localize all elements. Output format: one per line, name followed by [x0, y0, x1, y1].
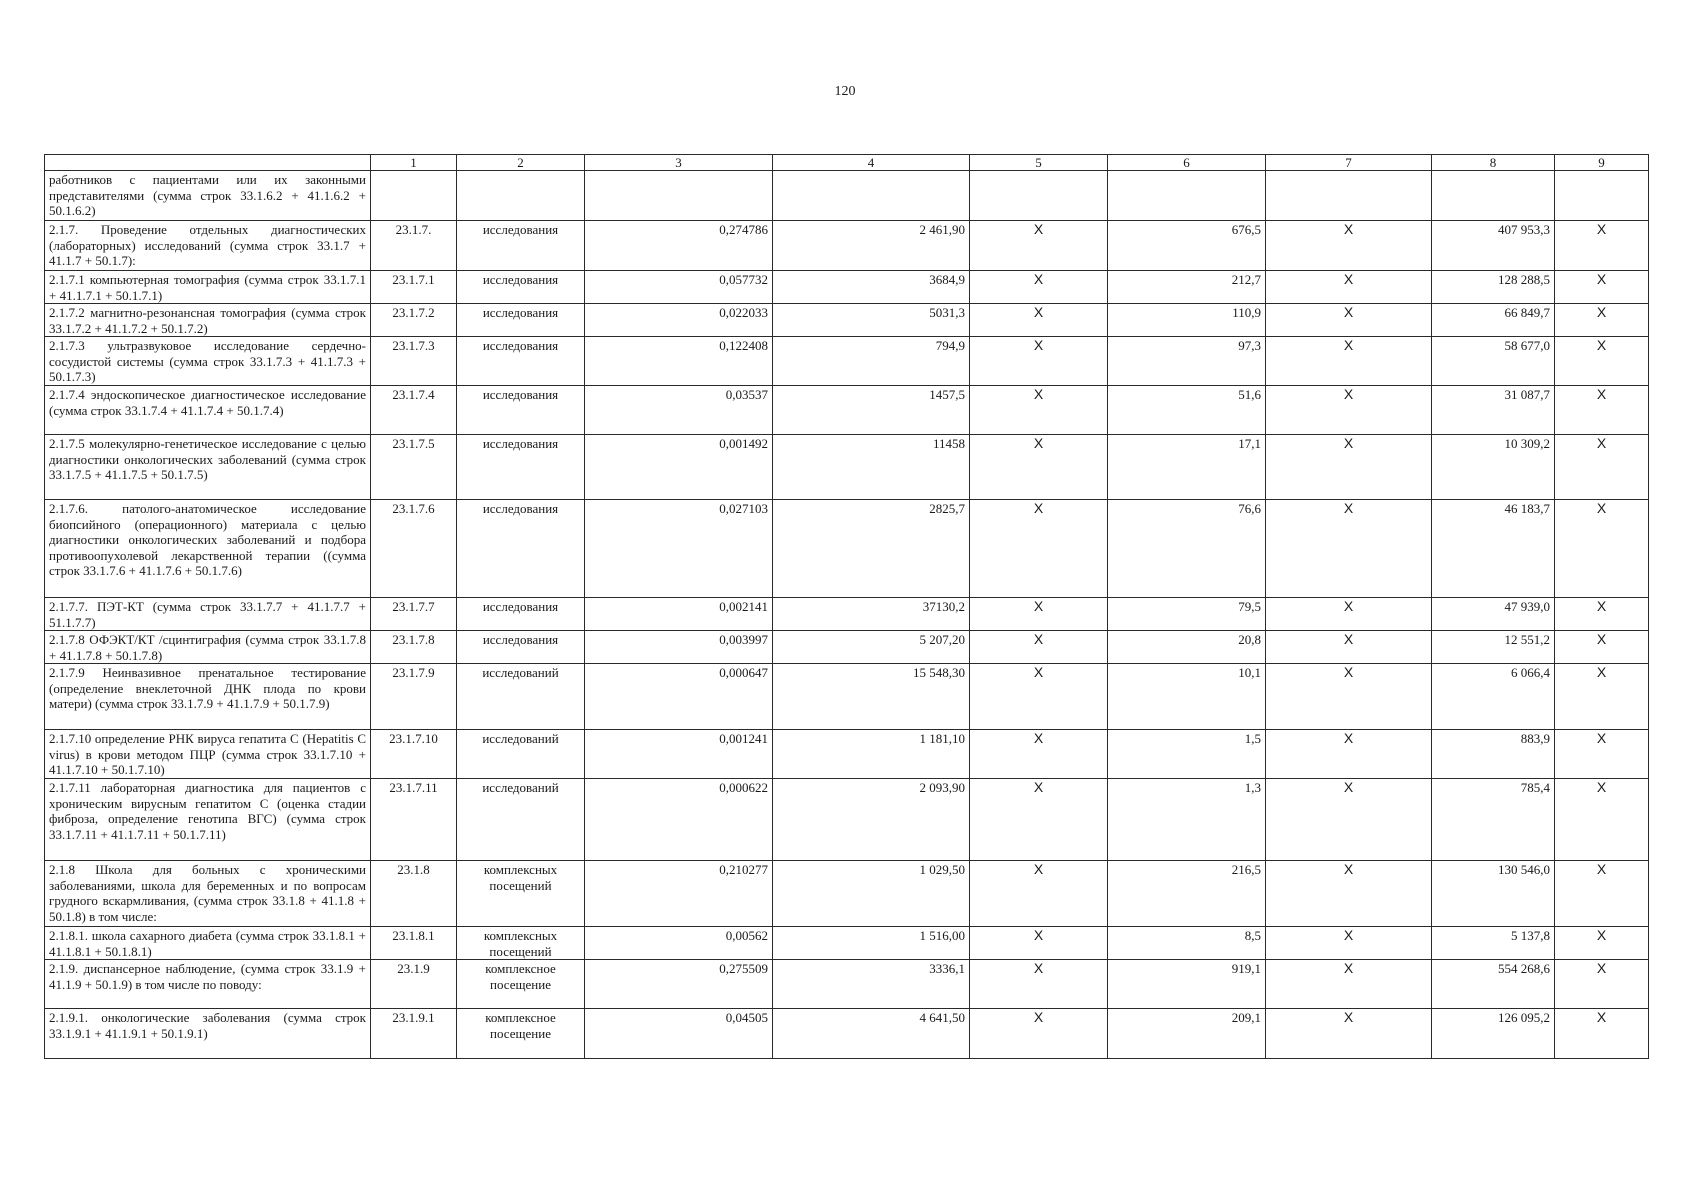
- row-col3-cell: 0,122408: [585, 337, 773, 386]
- row-col4-cell: 1 181,10: [773, 730, 970, 779]
- row-col7-cell: X: [1266, 960, 1432, 1009]
- row-col8-cell: 785,4: [1432, 779, 1555, 861]
- row-col3-cell: 0,003997: [585, 631, 773, 664]
- row-col5-cell: X: [970, 271, 1108, 304]
- row-unit-cell: [457, 171, 585, 221]
- row-code-cell: 23.1.7.: [371, 221, 457, 271]
- row-col9-cell: [1555, 171, 1649, 221]
- row-col7-cell: X: [1266, 927, 1432, 960]
- row-col7-cell: X: [1266, 779, 1432, 861]
- row-name-cell: 2.1.7.4 эндоскопическое диагностическое исследование (сумма строк 33.1.7.4 + 41.1.7.4 + 50.1.7.4): [45, 386, 371, 435]
- row-col4-cell: 37130,2: [773, 598, 970, 631]
- table-row: [45, 221, 1649, 271]
- row-col8-cell: 6 066,4: [1432, 664, 1555, 730]
- row-col7-cell: X: [1266, 221, 1432, 271]
- page-number: 120: [834, 84, 856, 99]
- row-name-cell: 2.1.7.3 ультразвуковое исследование сердечно-сосудистой системы (сумма строк 33.1.7.3 + 41.1.7.3 + 50.1.7.3): [45, 337, 371, 386]
- row-unit-cell: исследования: [457, 271, 585, 304]
- table-row: [45, 1009, 1649, 1059]
- row-col7-cell: X: [1266, 271, 1432, 304]
- row-col6-cell: 1,3: [1108, 779, 1266, 861]
- row-unit-cell: исследования: [457, 598, 585, 631]
- row-col4-cell: 3336,1: [773, 960, 970, 1009]
- row-unit-cell: исследования: [457, 631, 585, 664]
- row-col6-cell: 97,3: [1108, 337, 1266, 386]
- row-col9-cell: X: [1555, 1009, 1649, 1059]
- row-col7-cell: X: [1266, 730, 1432, 779]
- row-name-cell: 2.1.7.2 магнитно-резонансная томография (сумма строк 33.1.7.2 + 41.1.7.2 + 50.1.7.2): [45, 304, 371, 337]
- row-col4-cell: 3684,9: [773, 271, 970, 304]
- row-col8-cell: 46 183,7: [1432, 500, 1555, 598]
- row-col9-cell: X: [1555, 221, 1649, 271]
- row-col7-cell: X: [1266, 337, 1432, 386]
- row-code-cell: 23.1.7.3: [371, 337, 457, 386]
- row-col8-cell: 10 309,2: [1432, 435, 1555, 500]
- row-col4-cell: 5031,3: [773, 304, 970, 337]
- row-col3-cell: 0,275509: [585, 960, 773, 1009]
- table-row: [45, 927, 1649, 960]
- row-col3-cell: 0,000647: [585, 664, 773, 730]
- row-unit-cell: комплексное посещение: [457, 1009, 585, 1059]
- header-cell: 9: [1555, 155, 1649, 171]
- row-col8-cell: 407 953,3: [1432, 221, 1555, 271]
- row-col3-cell: 0,022033: [585, 304, 773, 337]
- row-col6-cell: 212,7: [1108, 271, 1266, 304]
- header-cell: 7: [1266, 155, 1432, 171]
- header-cell: 3: [585, 155, 773, 171]
- row-col8-cell: 47 939,0: [1432, 598, 1555, 631]
- row-col8-cell: 130 546,0: [1432, 861, 1555, 927]
- row-col9-cell: X: [1555, 598, 1649, 631]
- row-col7-cell: X: [1266, 304, 1432, 337]
- table-row: [45, 598, 1649, 631]
- row-col4-cell: 5 207,20: [773, 631, 970, 664]
- row-col8-cell: 5 137,8: [1432, 927, 1555, 960]
- table-row: [45, 631, 1649, 664]
- row-col9-cell: X: [1555, 304, 1649, 337]
- row-col9-cell: X: [1555, 631, 1649, 664]
- row-col3-cell: 0,027103: [585, 500, 773, 598]
- row-col4-cell: 4 641,50: [773, 1009, 970, 1059]
- row-col6-cell: 20,8: [1108, 631, 1266, 664]
- row-col9-cell: X: [1555, 730, 1649, 779]
- row-col8-cell: 31 087,7: [1432, 386, 1555, 435]
- row-col8-cell: 128 288,5: [1432, 271, 1555, 304]
- row-code-cell: 23.1.8: [371, 861, 457, 927]
- row-unit-cell: исследования: [457, 435, 585, 500]
- row-name-cell: 2.1.7. Проведение отдельных диагностических (лабораторных) исследований (сумма строк 33.1.7 + 41.1.7 + 50.1.7):: [45, 221, 371, 271]
- row-col7-cell: X: [1266, 500, 1432, 598]
- row-unit-cell: исследования: [457, 500, 585, 598]
- header-cell: [45, 155, 371, 171]
- row-col4-cell: 11458: [773, 435, 970, 500]
- row-code-cell: 23.1.7.10: [371, 730, 457, 779]
- row-code-cell: 23.1.7.11: [371, 779, 457, 861]
- row-col5-cell: X: [970, 304, 1108, 337]
- row-col3-cell: 0,001492: [585, 435, 773, 500]
- row-unit-cell: исследований: [457, 730, 585, 779]
- row-name-cell: 2.1.7.9 Неинвазивное пренатальное тестирование (определение внеклеточной ДНК плода по крови матери) (сумма строк 33.1.7.9 + 41.1.7.9 + 50.1.7.9): [45, 664, 371, 730]
- table-row: [45, 779, 1649, 861]
- row-col3-cell: 0,04505: [585, 1009, 773, 1059]
- row-unit-cell: исследования: [457, 221, 585, 271]
- row-col5-cell: X: [970, 779, 1108, 861]
- table-row: [45, 730, 1649, 779]
- row-col8-cell: 66 849,7: [1432, 304, 1555, 337]
- row-col6-cell: 79,5: [1108, 598, 1266, 631]
- row-unit-cell: комплексное посещение: [457, 960, 585, 1009]
- row-col9-cell: X: [1555, 664, 1649, 730]
- row-col6-cell: 8,5: [1108, 927, 1266, 960]
- row-code-cell: 23.1.7.9: [371, 664, 457, 730]
- row-col4-cell: 2 461,90: [773, 221, 970, 271]
- row-col3-cell: 0,001241: [585, 730, 773, 779]
- table-row: [45, 861, 1649, 927]
- row-col8-cell: 554 268,6: [1432, 960, 1555, 1009]
- row-col6-cell: 1,5: [1108, 730, 1266, 779]
- row-col8-cell: 58 677,0: [1432, 337, 1555, 386]
- row-col5-cell: [970, 171, 1108, 221]
- table-row: [45, 304, 1649, 337]
- row-col9-cell: X: [1555, 386, 1649, 435]
- table-row: [45, 337, 1649, 386]
- row-col9-cell: X: [1555, 337, 1649, 386]
- table-row: [45, 664, 1649, 730]
- row-col3-cell: 0,210277: [585, 861, 773, 927]
- row-col7-cell: X: [1266, 861, 1432, 927]
- row-col5-cell: X: [970, 1009, 1108, 1059]
- row-col7-cell: X: [1266, 1009, 1432, 1059]
- row-col5-cell: X: [970, 221, 1108, 271]
- header-row: [45, 155, 1649, 171]
- row-col6-cell: [1108, 171, 1266, 221]
- row-name-cell: 2.1.9. диспансерное наблюдение, (сумма строк 33.1.9 + 41.1.9 + 50.1.9) в том числе по поводу:: [45, 960, 371, 1009]
- header-cell: 2: [457, 155, 585, 171]
- row-unit-cell: исследований: [457, 664, 585, 730]
- row-col8-cell: [1432, 171, 1555, 221]
- row-col9-cell: X: [1555, 779, 1649, 861]
- table-row: [45, 386, 1649, 435]
- row-col6-cell: 17,1: [1108, 435, 1266, 500]
- row-code-cell: 23.1.7.6: [371, 500, 457, 598]
- row-col9-cell: X: [1555, 271, 1649, 304]
- row-col8-cell: 126 095,2: [1432, 1009, 1555, 1059]
- row-name-cell: 2.1.7.7. ПЭТ-КТ (сумма строк 33.1.7.7 + 41.1.7.7 + 51.1.7.7): [45, 598, 371, 631]
- row-name-cell: 2.1.7.10 определение РНК вируса гепатита С (Hepatitis C virus) в крови методом ПЦР (сумма строк 33.1.7.10 + 41.1.7.10 + 50.1.7.10): [45, 730, 371, 779]
- header-cell: 1: [371, 155, 457, 171]
- row-col7-cell: X: [1266, 435, 1432, 500]
- row-name-cell: 2.1.8 Школа для больных с хроническими заболеваниями, школа для беременных и по вопросам грудного вскармливания, (сумма строк 33.1.8 + 41.1.8 + 50.1.8) в том числе:: [45, 861, 371, 927]
- row-col9-cell: X: [1555, 500, 1649, 598]
- row-col3-cell: 0,000622: [585, 779, 773, 861]
- row-name-cell: 2.1.9.1. онкологические заболевания (сумма строк 33.1.9.1 + 41.1.9.1 + 50.1.9.1): [45, 1009, 371, 1059]
- row-code-cell: 23.1.7.1: [371, 271, 457, 304]
- row-col6-cell: 216,5: [1108, 861, 1266, 927]
- row-code-cell: 23.1.9.1: [371, 1009, 457, 1059]
- row-col5-cell: X: [970, 664, 1108, 730]
- row-code-cell: 23.1.7.2: [371, 304, 457, 337]
- row-col6-cell: 676,5: [1108, 221, 1266, 271]
- row-code-cell: 23.1.7.7: [371, 598, 457, 631]
- row-name-cell: 2.1.7.5 молекулярно-генетическое исследование с целью диагностики онкологических заболеваний (сумма строк 33.1.7.5 + 41.1.7.5 + 50.1.7.5): [45, 435, 371, 500]
- row-col8-cell: 883,9: [1432, 730, 1555, 779]
- row-code-cell: 23.1.8.1: [371, 927, 457, 960]
- row-unit-cell: исследований: [457, 779, 585, 861]
- row-unit-cell: исследования: [457, 386, 585, 435]
- row-code-cell: 23.1.7.5: [371, 435, 457, 500]
- row-col5-cell: X: [970, 631, 1108, 664]
- row-col3-cell: 0,274786: [585, 221, 773, 271]
- row-unit-cell: комплексных посещений: [457, 861, 585, 927]
- row-col7-cell: X: [1266, 631, 1432, 664]
- table-row: [45, 500, 1649, 598]
- row-col9-cell: X: [1555, 927, 1649, 960]
- row-col6-cell: 110,9: [1108, 304, 1266, 337]
- row-name-cell: 2.1.7.8 ОФЭКТ/КТ /сцинтиграфия (сумма строк 33.1.7.8 + 41.1.7.8 + 50.1.7.8): [45, 631, 371, 664]
- row-col4-cell: [773, 171, 970, 221]
- row-col9-cell: X: [1555, 435, 1649, 500]
- header-cell: 6: [1108, 155, 1266, 171]
- header-cell: 8: [1432, 155, 1555, 171]
- row-col3-cell: 0,03537: [585, 386, 773, 435]
- row-col3-cell: 0,002141: [585, 598, 773, 631]
- table-row: [45, 171, 1649, 221]
- row-col8-cell: 12 551,2: [1432, 631, 1555, 664]
- row-col5-cell: X: [970, 500, 1108, 598]
- row-col9-cell: X: [1555, 960, 1649, 1009]
- table-row: [45, 435, 1649, 500]
- row-col3-cell: [585, 171, 773, 221]
- row-col6-cell: 76,6: [1108, 500, 1266, 598]
- row-col6-cell: 919,1: [1108, 960, 1266, 1009]
- row-col5-cell: X: [970, 730, 1108, 779]
- row-col9-cell: X: [1555, 861, 1649, 927]
- row-name-cell: 2.1.7.1 компьютерная томография (сумма строк 33.1.7.1 + 41.1.7.1 + 50.1.7.1): [45, 271, 371, 304]
- row-col5-cell: X: [970, 960, 1108, 1009]
- row-code-cell: 23.1.9: [371, 960, 457, 1009]
- row-unit-cell: исследования: [457, 304, 585, 337]
- row-col7-cell: X: [1266, 386, 1432, 435]
- row-col3-cell: 0,00562: [585, 927, 773, 960]
- row-col5-cell: X: [970, 386, 1108, 435]
- row-col3-cell: 0,057732: [585, 271, 773, 304]
- row-unit-cell: комплексных посещений: [457, 927, 585, 960]
- header-cell: 4: [773, 155, 970, 171]
- header-cell: 5: [970, 155, 1108, 171]
- row-unit-cell: исследования: [457, 337, 585, 386]
- row-col5-cell: X: [970, 861, 1108, 927]
- row-col5-cell: X: [970, 435, 1108, 500]
- tariff-table: [44, 154, 1649, 1059]
- row-col7-cell: X: [1266, 664, 1432, 730]
- row-col4-cell: 794,9: [773, 337, 970, 386]
- row-col6-cell: 51,6: [1108, 386, 1266, 435]
- row-name-cell: 2.1.7.11 лабораторная диагностика для пациентов с хроническим вирусным гепатитом С (оценка стадии фиброза, определение генотипа ВГС) (сумма строк 33.1.7.11 + 41.1.7.11 + 50.1.7.11): [45, 779, 371, 861]
- row-col6-cell: 10,1: [1108, 664, 1266, 730]
- row-col5-cell: X: [970, 927, 1108, 960]
- row-col5-cell: X: [970, 598, 1108, 631]
- table-row: [45, 960, 1649, 1009]
- row-col4-cell: 1457,5: [773, 386, 970, 435]
- row-name-cell: работников с пациентами или их законными представителями (сумма строк 33.1.6.2 + 41.1.6.2 + 50.1.6.2): [45, 171, 371, 221]
- row-col4-cell: 15 548,30: [773, 664, 970, 730]
- row-col4-cell: 1 029,50: [773, 861, 970, 927]
- row-name-cell: 2.1.7.6. патолого-анатомическое исследование биопсийного (операционного) материала с целью диагностики онкологических заболеваний и подбора противоопухолевой лекарственной терапии ((сумма строк 33.1.7.6 + 41.1.7.6 + 50.1.7.6): [45, 500, 371, 598]
- row-col7-cell: X: [1266, 598, 1432, 631]
- row-code-cell: 23.1.7.4: [371, 386, 457, 435]
- row-code-cell: 23.1.7.8: [371, 631, 457, 664]
- row-col7-cell: [1266, 171, 1432, 221]
- row-col4-cell: 2 093,90: [773, 779, 970, 861]
- row-col4-cell: 1 516,00: [773, 927, 970, 960]
- row-col5-cell: X: [970, 337, 1108, 386]
- row-col6-cell: 209,1: [1108, 1009, 1266, 1059]
- row-code-cell: [371, 171, 457, 221]
- row-col4-cell: 2825,7: [773, 500, 970, 598]
- row-name-cell: 2.1.8.1. школа сахарного диабета (сумма строк 33.1.8.1 + 41.1.8.1 + 50.1.8.1): [45, 927, 371, 960]
- table-row: [45, 271, 1649, 304]
